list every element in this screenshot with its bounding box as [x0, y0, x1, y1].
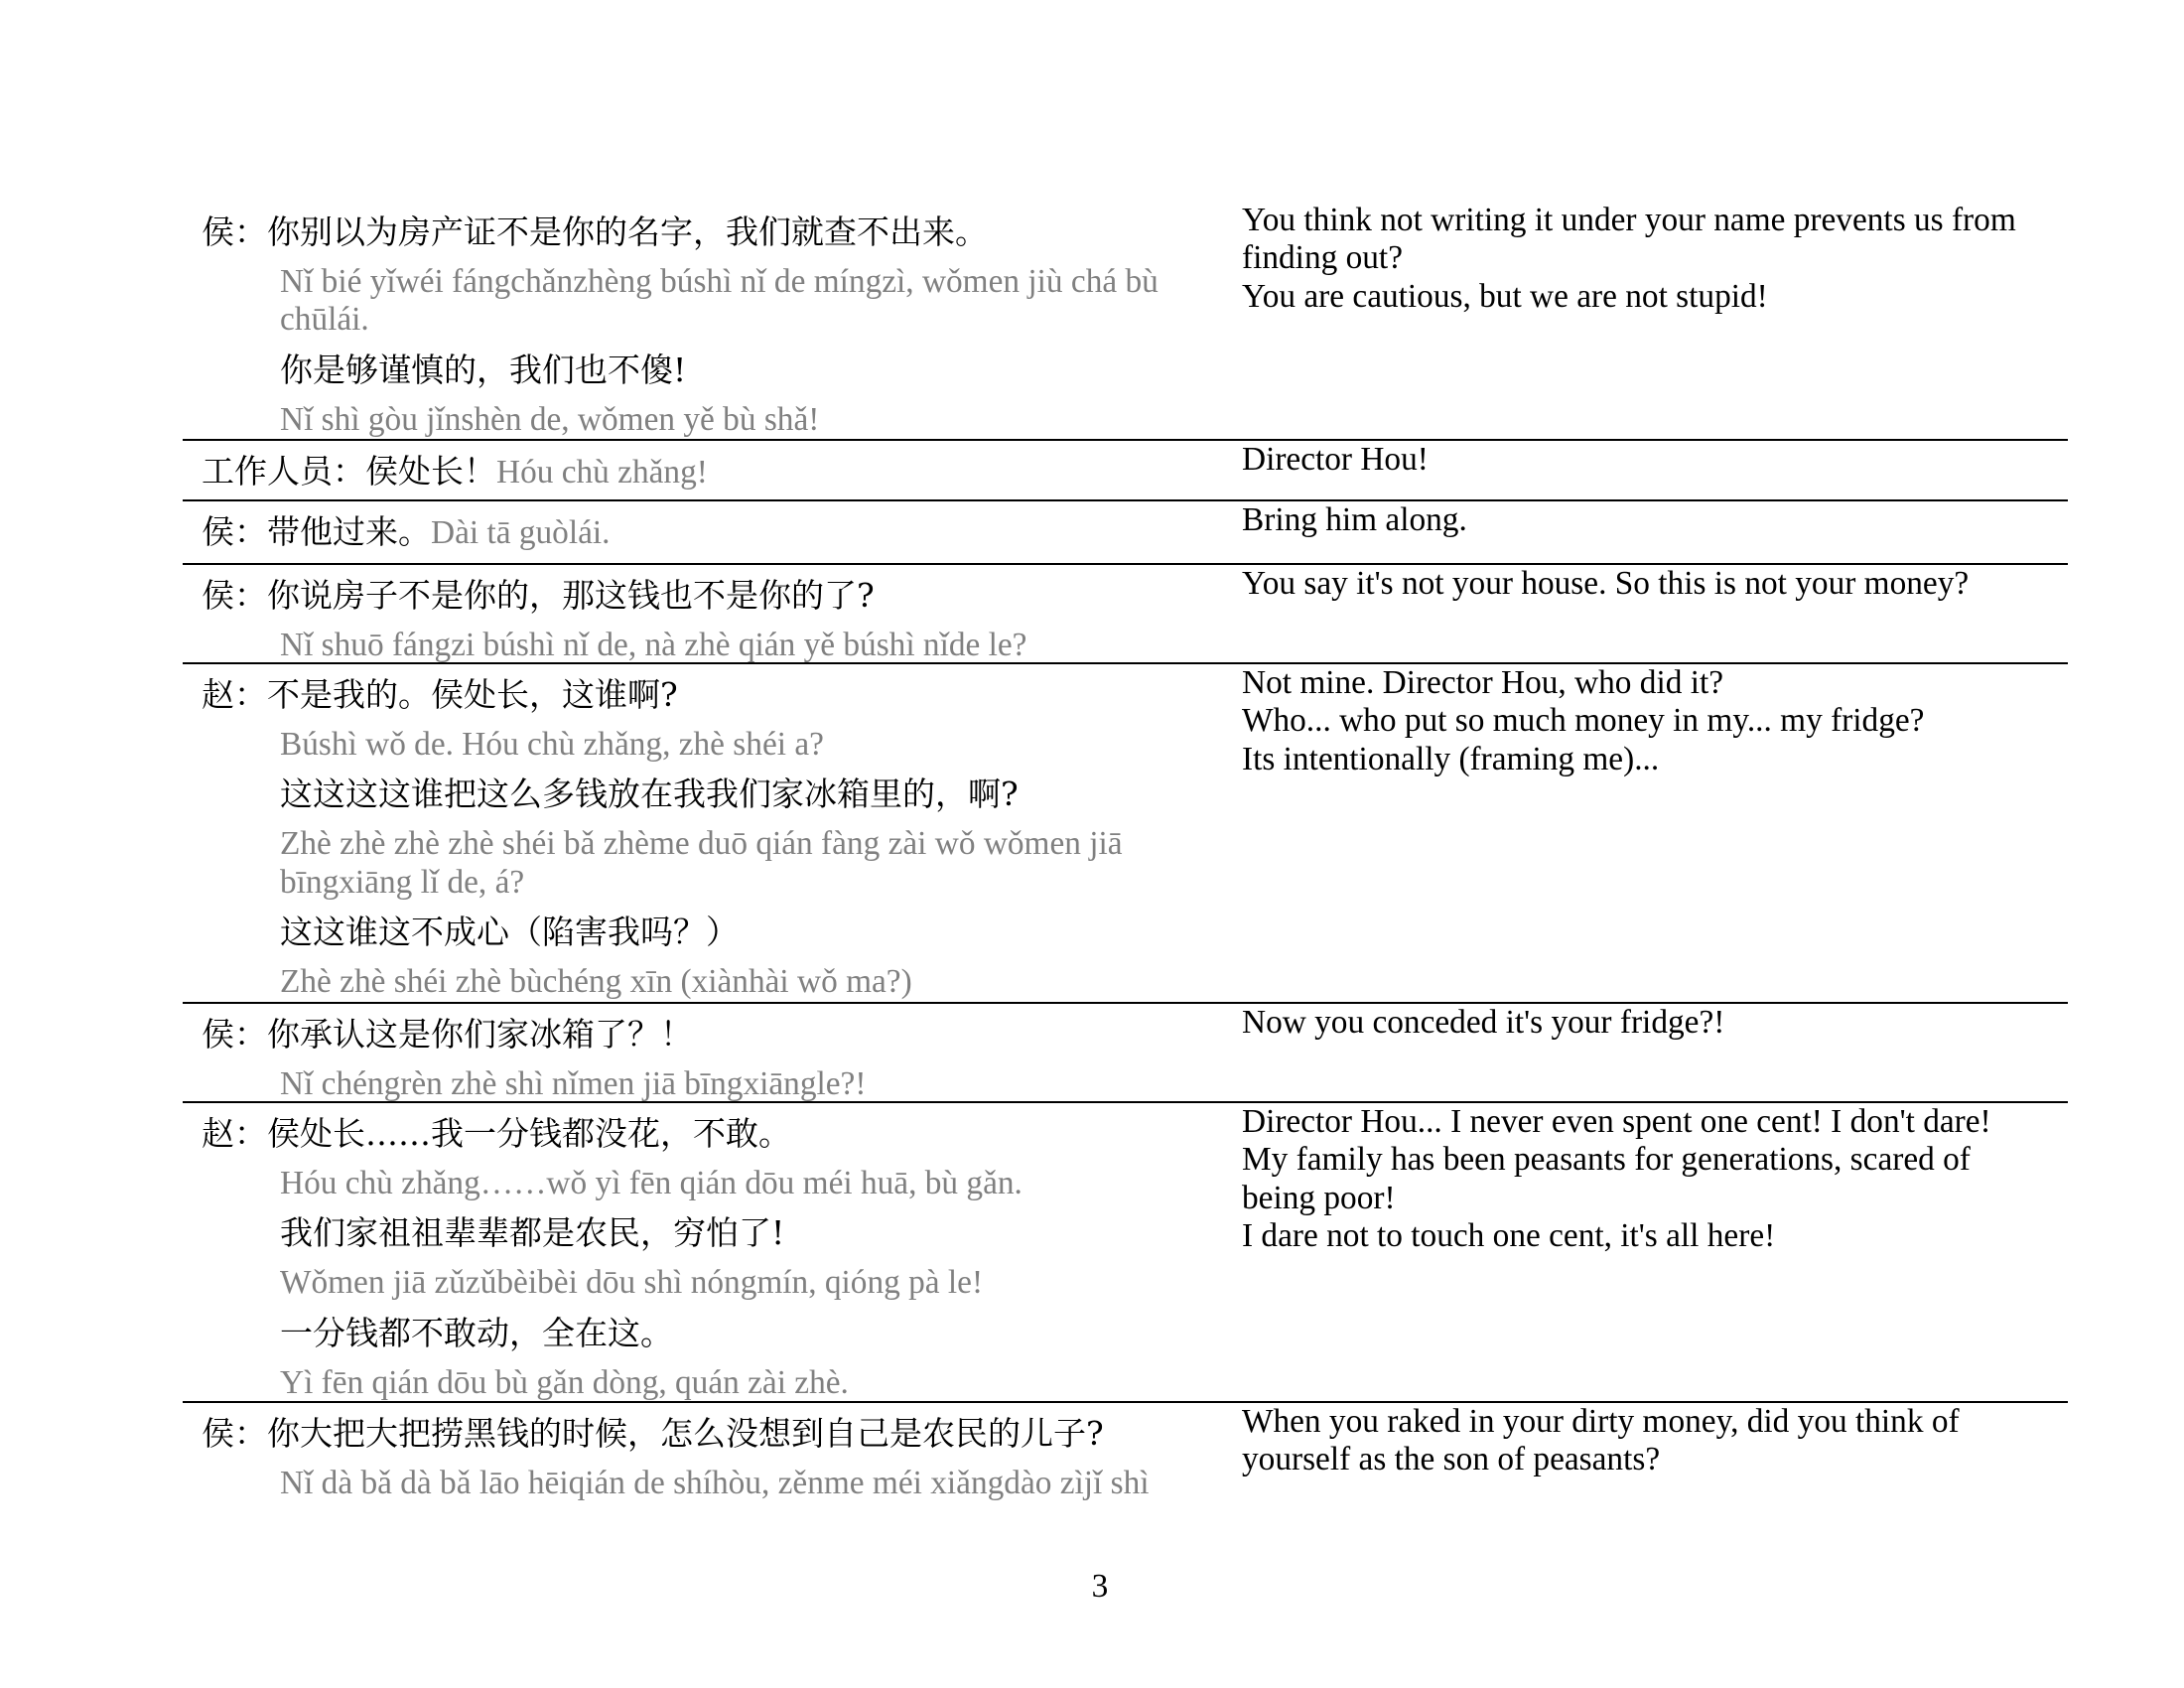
speaker-label: 侯： [202, 1015, 267, 1054]
pinyin-line: Nǐ dà bǎ dà bǎ lāo hēiqián de shíhòu, zěnme méi xiǎngdào zìjǐ shì [280, 1465, 1150, 1501]
chinese-cell [202, 1004, 1224, 1109]
chinese-text: 带他过来。 [267, 512, 431, 551]
speaker-label: 赵： [202, 675, 267, 714]
pinyin-line: Nǐ bié yǐwéi fángchǎnzhèng búshì nǐ de míngzì, wǒmen jiù chá bù chūlái. [280, 263, 1159, 339]
english-cell [1242, 441, 2047, 479]
chinese-text: 你承认这是你们家冰箱了？！ [267, 1015, 693, 1054]
pinyin-line: Hóu chù zhǎng……wǒ yì fēn qián dōu méi huā, bù gǎn. [280, 1165, 1023, 1201]
pinyin-line: Wǒmen jiā zǔzǔbèibèi dōu shì nóngmín, qióng pà le! [280, 1264, 984, 1302]
chinese-cell [202, 501, 1224, 557]
english-line: You think not writing it under your name prevents us from finding out? [1242, 202, 2016, 277]
dialogue-row [183, 439, 2068, 499]
english-line: Now you conceded it's your fridge?! [1242, 1004, 1725, 1041]
english-cell [1242, 664, 2047, 778]
chinese-text: 你别以为房产证不是你的名字，我们就查不出来。 [267, 212, 988, 251]
chinese-cell [202, 664, 1224, 1007]
pinyin-line: Búshì wǒ de. Hóu chù zhǎng, zhè shéi a? [280, 726, 824, 763]
dialogue-row [183, 200, 2068, 439]
english-line: You are cautious, but we are not stupid! [1242, 277, 1768, 315]
english-cell [1242, 1004, 2047, 1042]
chinese-text: 侯处长……我一分钱都没花，不敢。 [267, 1114, 791, 1153]
chinese-line: 一分钱都不敢动，全在这。 [280, 1313, 673, 1352]
chinese-line [202, 208, 1224, 257]
english-line: Not mine. Director Hou, who did it? [1242, 664, 1724, 701]
english-cell [1242, 202, 2047, 316]
chinese-line: 我们家祖祖辈辈都是农民，穷怕了! [280, 1213, 785, 1253]
chinese-text: 侯处长！ [365, 452, 496, 491]
english-line: I dare not to touch one cent, it's all here! [1242, 1216, 1776, 1254]
speaker-label: 侯： [202, 512, 267, 551]
speaker-label: 侯： [202, 1414, 267, 1453]
chinese-line [202, 1409, 1224, 1459]
pinyin-line: Nǐ chéngrèn zhè shì nǐmen jiā bīngxiāngle?! [280, 1065, 867, 1102]
english-cell [1242, 1403, 2047, 1479]
chinese-text: 不是我的。侯处长，这谁啊? [267, 675, 678, 714]
english-line: You say it's not your house. So this is not your money? [1242, 565, 1970, 602]
chinese-line: 这这这这谁把这么多钱放在我我们家冰箱里的，啊? [280, 774, 1019, 814]
chinese-text: 你说房子不是你的，那这钱也不是你的了? [267, 576, 875, 615]
pinyin-inline: Hóu chù zhǎng! [496, 454, 708, 491]
dialogue-row [183, 662, 2068, 1002]
chinese-line [202, 670, 1224, 720]
dialogue-row [183, 563, 2068, 662]
english-line: Its intentionally (framing me)... [1242, 740, 1660, 777]
pinyin-line: Zhè zhè zhè zhè shéi bǎ zhème duō qián fàng zài wǒ wǒmen jiā bīngxiāng lǐ de, á? [280, 825, 1123, 901]
english-cell [1242, 1103, 2047, 1255]
chinese-cell [202, 1103, 1224, 1408]
chinese-line [202, 1109, 1224, 1159]
english-line: My family has been peasants for generations, scared of being poor! [1242, 1141, 1971, 1216]
chinese-line [202, 447, 1224, 496]
dialogue-row [183, 1002, 2068, 1101]
chinese-line [202, 507, 1224, 557]
dialogue-row [183, 1101, 2068, 1401]
chinese-cell [202, 1403, 1224, 1508]
speaker-label: 侯： [202, 576, 267, 615]
pinyin-inline: Dài tā guòlái. [431, 514, 611, 551]
english-line: Bring him along. [1242, 501, 1467, 538]
english-line: Director Hou... I never even spent one cent! I don't dare! [1242, 1103, 1991, 1140]
chinese-line: 这这谁这不成心（陷害我吗？） [280, 912, 739, 951]
english-line: When you raked in your dirty money, did you think of yourself as the son of peasants? [1242, 1403, 1960, 1478]
dialogue-row [183, 1401, 2068, 1510]
english-cell [1242, 501, 2047, 539]
chinese-line: 你是够谨慎的，我们也不傻! [280, 350, 687, 389]
pinyin-line: Zhè zhè shéi zhè bùchéng xīn (xiànhài wǒ ma?) [280, 962, 912, 1000]
chinese-text: 你大把大把捞黑钱的时候，怎么没想到自己是农民的儿子? [267, 1414, 1104, 1453]
english-line: Director Hou! [1242, 441, 1429, 478]
chinese-cell [202, 202, 1224, 445]
pinyin-line: Yì fēn qián dōu bù gǎn dòng, quán zài zhè. [280, 1363, 849, 1401]
chinese-line [202, 1010, 1224, 1059]
speaker-label: 侯： [202, 212, 267, 251]
english-cell [1242, 565, 2047, 603]
chinese-line [202, 571, 1224, 621]
chinese-cell [202, 565, 1224, 670]
english-line: Who... who put so much money in my... my fridge? [1242, 702, 1925, 740]
speaker-label: 工作人员： [202, 452, 365, 491]
speaker-label: 赵： [202, 1114, 267, 1153]
page-number: 3 [1091, 1568, 1109, 1605]
dialogue-row [183, 499, 2068, 563]
pinyin-line: Nǐ shì gòu jǐnshèn de, wǒmen yě bù shǎ! [280, 400, 820, 438]
pinyin-line: Nǐ shuō fángzi búshì nǐ de, nà zhè qián yě búshì nǐde le? [280, 627, 1027, 663]
chinese-cell [202, 441, 1224, 496]
